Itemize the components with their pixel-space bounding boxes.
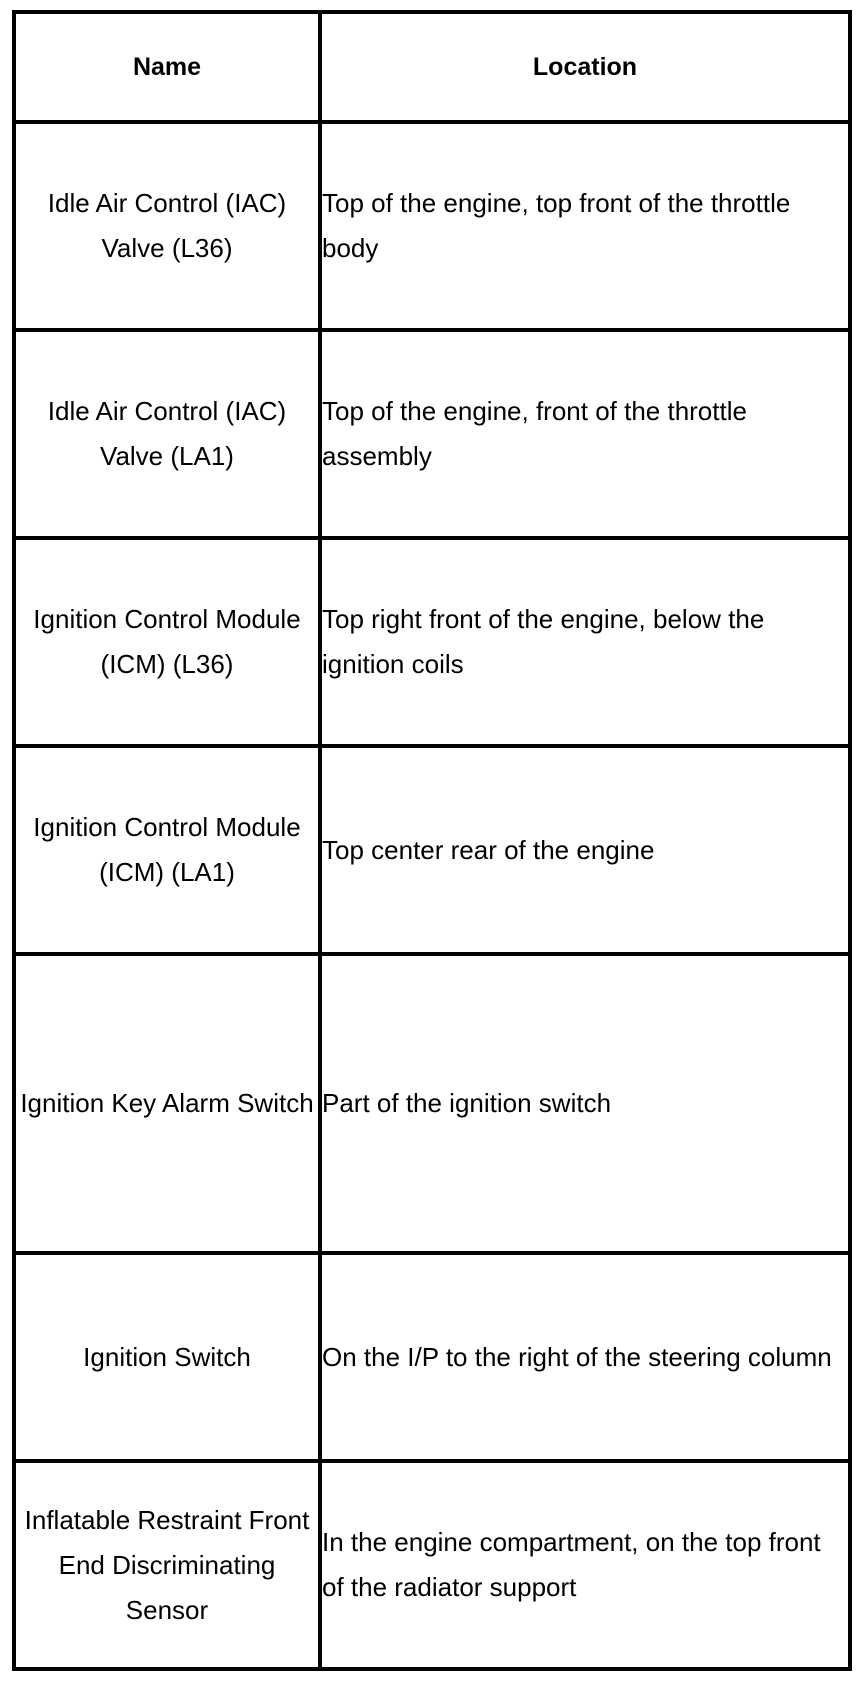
component-location-cell — [320, 122, 850, 330]
component-name-cell — [14, 1461, 320, 1669]
component-location: Part of the ignition switch — [322, 1088, 612, 1118]
component-location-table — [12, 10, 852, 1671]
component-name-cell — [14, 954, 320, 1253]
component-location: Top right front of the engine, below the ignition coils — [322, 604, 765, 679]
component-name-cell — [14, 122, 320, 330]
component-location-cell — [320, 746, 850, 954]
component-name: Ignition Control Module (ICM) (LA1) — [33, 812, 301, 887]
component-name: Idle Air Control (IAC) Valve (LA1) — [47, 396, 287, 471]
column-header-location: Location — [320, 12, 850, 122]
table-row — [14, 330, 850, 538]
component-name-cell — [14, 746, 320, 954]
component-name-cell — [14, 538, 320, 746]
table-row — [14, 954, 850, 1253]
component-name: Ignition Control Module (ICM) (L36) — [33, 604, 301, 679]
component-name: Idle Air Control (IAC) Valve (L36) — [47, 188, 287, 263]
column-header-name: Name — [14, 12, 320, 122]
component-location: Top of the engine, top front of the throttle body — [322, 188, 791, 263]
component-name-cell — [14, 1253, 320, 1461]
component-location-cell — [320, 954, 850, 1253]
component-location: Top center rear of the engine — [322, 834, 655, 865]
table-row — [14, 122, 850, 330]
component-location: On the I/P to the right of the steering column — [322, 1341, 832, 1372]
component-location: Top of the engine, front of the throttle assembly — [322, 396, 747, 471]
component-location-cell — [320, 538, 850, 746]
component-location-cell — [320, 1461, 850, 1669]
component-location: In the engine compartment, on the top front of the radiator support — [322, 1527, 821, 1602]
component-name: Ignition Switch — [83, 1341, 251, 1372]
component-name-cell — [14, 330, 320, 538]
table-row — [14, 538, 850, 746]
component-name: Ignition Key Alarm Switch — [20, 1088, 314, 1118]
table-row — [14, 1461, 850, 1669]
table-row — [14, 1253, 850, 1461]
table-row — [14, 746, 850, 954]
component-location-cell — [320, 1253, 850, 1461]
table-header-row — [14, 12, 850, 122]
component-location-cell — [320, 330, 850, 538]
component-name: Inflatable Restraint Front End Discriminating Sensor — [24, 1504, 310, 1625]
